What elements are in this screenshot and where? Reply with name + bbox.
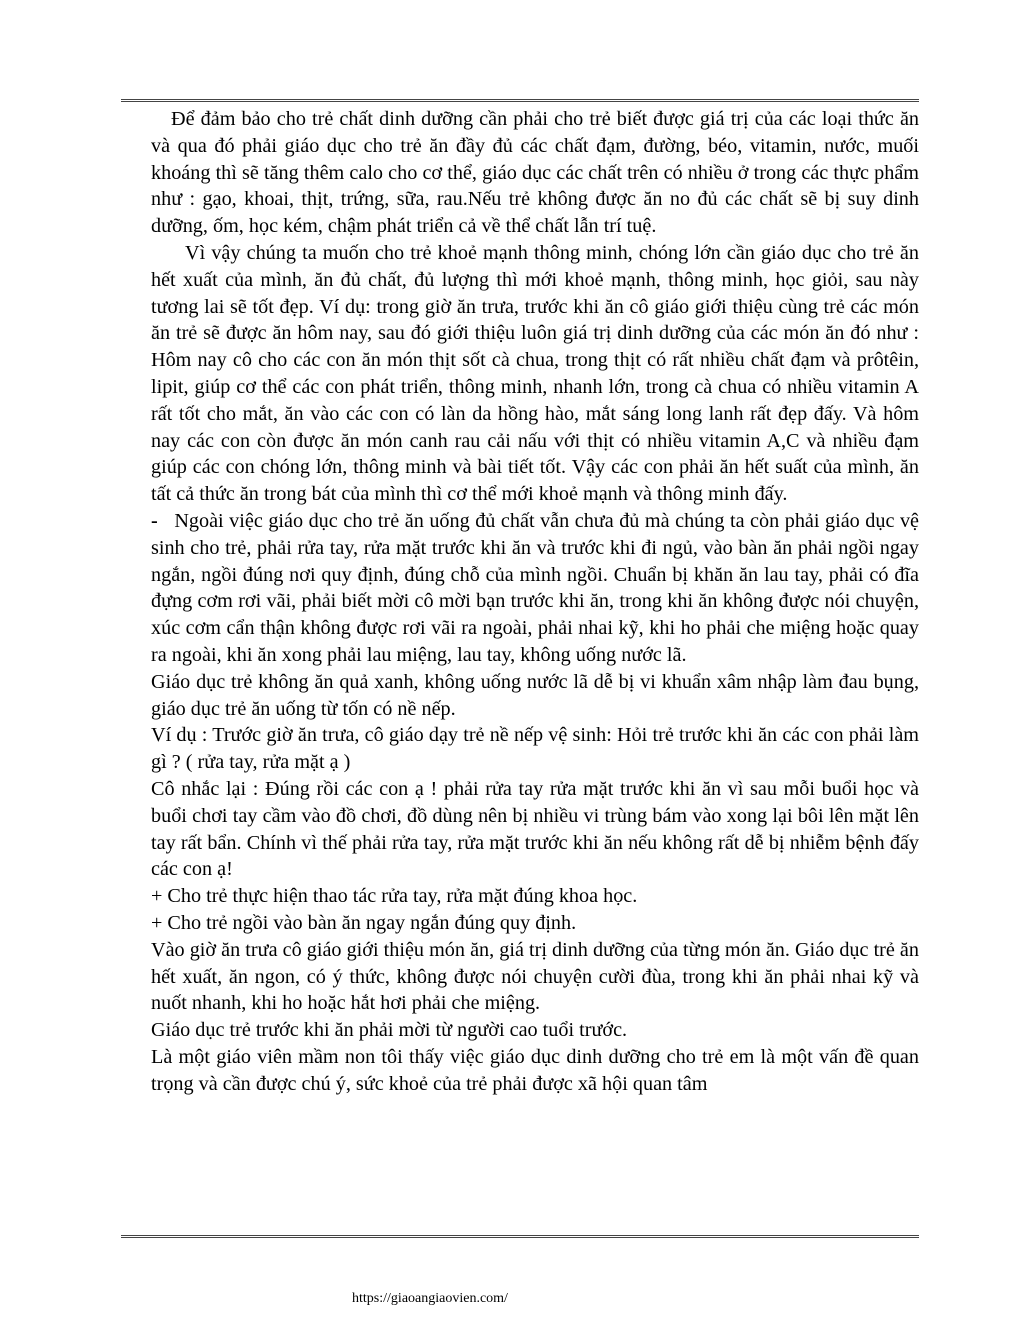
paragraph: Vào giờ ăn trưa cô giáo giới thiệu món ăn, giá trị dinh dưỡng của từng món ăn. Giáo dục trẻ ăn hết xuất, ăn ngon, có ý thức, không được nói chuyện cười đùa, trong khi ăn phải nhai kỹ và nuốt nhanh, khi ho hoặc hắt hơi phải che miệng. (151, 938, 919, 1015)
document-body (151, 106, 919, 1097)
paragraph: Để đảm bảo cho trẻ chất dinh dưỡng cần phải cho trẻ biết được giá trị của các loại thức ăn và qua đó phải giáo dục cho trẻ ăn đầy đủ các chất đạm, đường, béo, vitamin, nước, muối khoáng thì sẽ tăng thêm calo cho cơ thể, giáo dục các chất trên có nhiều ở trong các thực phẩm như : gạo, khoai, thịt, trứng, sữa, rau.Nếu trẻ không được ăn no đủ các chất sẽ bị suy dinh dưỡng, ốm, học kém, chậm phát triển cả về thể chất lẫn trí tuệ. (151, 108, 919, 238)
paragraph: Ví dụ : Trước giờ ăn trưa, cô giáo dạy trẻ nề nếp vệ sinh: Hỏi trẻ trước khi ăn các con phải làm gì ? ( rửa tay, rửa mặt ạ ) (151, 724, 919, 774)
paragraph: Vì vậy chúng ta muốn cho trẻ khoẻ mạnh thông minh, chóng lớn cần giáo dục cho trẻ ăn hết xuất của mình, ăn đủ chất, đủ lượng thì mới khoẻ mạnh, thông minh, học giỏi, sau này tương lai sẽ tốt đẹp. Ví dụ: trong giờ ăn trưa, trước khi ăn cô giáo giới thiệu cùng trẻ các món ăn trẻ sẽ được ăn hôm nay, sau đó giới thiệu luôn giá trị dinh dưỡng của các món ăn đó như : Hôm nay cô cho các con ăn món thịt sốt cà chua, trong thịt có rất nhiều chất đạm và prôtêin, lipit, giúp cơ thể các con phát triển, thông minh, nhanh lớn, trong cà chua có nhiều vitamin A rất tốt cho mắt, ăn vào các con có làn da hồng hào, mắt sáng long lanh rất đẹp đấy. Và hôm nay các con còn được ăn món canh rau cải nấu với thịt có nhiều vitamin A,C và nhiều đạm giúp các con chóng lớn, thông minh và bài tiết tốt. Vậy các con phải ăn hết suất của mình, ăn tất cả thức ăn trong bát của mình thì cơ thể mới khoẻ mạnh và thông minh đấy. (151, 241, 919, 506)
footer-rule (121, 1235, 919, 1238)
paragraph: Giáo dục trẻ không ăn quả xanh, không uống nước lã dễ bị vi khuẩn xâm nhập làm đau bụng, giáo dục trẻ ăn uống từ tốn có nề nếp. (151, 670, 919, 720)
paragraph: Cô nhắc lại : Đúng rồi các con ạ ! phải rửa tay rửa mặt trước khi ăn vì sau mỗi buổi học và buổi chơi tay cầm vào đồ chơi, đồ dùng nên bị nhiều vi trùng bám vào xong lại bôi lên mặt lên tay rất bẩn. Chính vì thế phải rửa tay, rửa mặt trước khi ăn nếu không rất dễ bị nhiễm bệnh đấy các con ạ! (151, 777, 919, 881)
paragraph: Là một giáo viên mầm non tôi thấy việc giáo dục dinh dưỡng cho trẻ em là một vấn đề quan trọng và cần được chú ý, sức khoẻ của trẻ phải được xã hội quan tâm (151, 1045, 919, 1095)
paragraph-text: Ngoài việc giáo dục cho trẻ ăn uống đủ chất vẫn chưa đủ mà chúng ta còn phải giáo dục vệ sinh cho trẻ, phải rửa tay, rửa mặt trước khi ăn và trước khi đi ngủ, vào bàn ăn phải ngồi ngay ngắn, ngồi đúng nơi quy định, đúng chỗ của mình ngồi. Chuẩn bị khăn ăn lau tay, phải có đĩa đựng cơm rơi vãi, phải biết mời cô mời bạn trước khi ăn, trong khi ăn không được nói chuyện, xúc cơm cẩn thận không được rơi vãi ra ngoài, phải nhai kỹ, khi ho phải che miệng hoặc quay ra ngoài, khi ăn xong phải lau miệng, lau tay, không uống nước lã. (151, 509, 920, 666)
header-rule (121, 99, 919, 102)
footer-url[interactable]: https://giaoangiaovien.com/ (352, 1291, 508, 1306)
bullet-marker: - (151, 509, 158, 532)
bullet-paragraph (151, 508, 919, 669)
paragraph: + Cho trẻ ngồi vào bàn ăn ngay ngắn đúng quy định. (151, 911, 577, 934)
paragraph: Giáo dục trẻ trước khi ăn phải mời từ người cao tuổi trước. (151, 1019, 628, 1042)
paragraph: + Cho trẻ thực hiện thao tác rửa tay, rửa mặt đúng khoa học. (151, 885, 638, 908)
